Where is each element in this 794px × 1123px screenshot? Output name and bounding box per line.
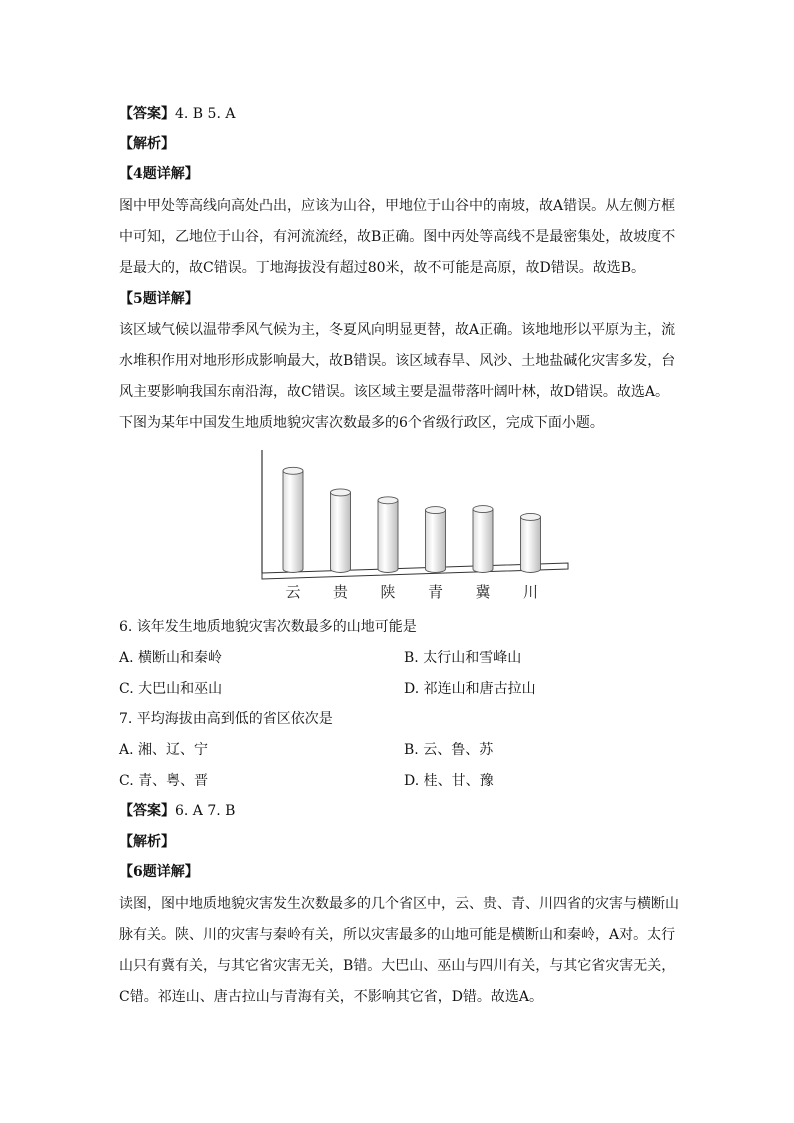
q6-option-d: D. 祁连山和唐古拉山 — [404, 681, 536, 697]
q6-detail-heading: 【6题详解】 — [119, 864, 199, 880]
analysis-heading-1: 【解析】 — [119, 136, 175, 152]
analysis-heading-2: 【解析】 — [119, 834, 175, 850]
bar-陕 — [378, 497, 398, 573]
answer-tag: 【答案】 — [119, 106, 175, 122]
q7-option-a: A. 湘、辽、宁 — [119, 742, 209, 758]
x-tick-label: 陕 — [380, 583, 396, 601]
q5-text-line: 风主要影响我国东南沿海，故C错误。该区域主要是温带落叶阔叶林，故D错误。故选A。 — [119, 384, 670, 400]
q7-option-c: C. 青、粤、晋 — [119, 773, 209, 789]
x-tick-label: 云 — [285, 583, 301, 601]
x-tick-label: 冀 — [475, 583, 491, 601]
q6-text-line: 读图，图中地质地貌灾害发生次数最多的几个省区中，云、贵、青、川四省的灾害与横断山 — [119, 896, 679, 912]
answer-line-2 — [119, 801, 235, 821]
q6-stem: 6. 该年发生地质地貌灾害次数最多的山地可能是 — [119, 619, 417, 635]
q4-text-line: 图中甲处等高线向高处凸出，应该为山谷，甲地位于山谷中的南坡，故A错误。从左侧方框 — [119, 198, 676, 214]
bars-group — [283, 467, 541, 572]
q4-text-line: 中可知，乙地位于山谷，有河流流经，故B正确。图中丙处等高线不是最密集处，故坡度不 — [119, 229, 676, 245]
q5-text-line: 水堆积作用对地形形成影响最大，故B错误。该区域春旱、风沙、土地盐碱化灾害多发，台 — [119, 353, 676, 369]
answer-tag: 【答案】 — [119, 803, 175, 819]
bar-云 — [283, 467, 303, 572]
q5-text-line: 该区域气候以温带季风气候为主，冬夏风向明显更替，故A正确。该地地形以平原为主，流 — [119, 322, 676, 338]
bar-冀 — [473, 506, 493, 573]
q4-text-line: 是最大的，故C错误。丁地海拔没有超过80米，故不可能是高原，故D错误。故选B。 — [119, 260, 646, 276]
chart-intro-text: 下图为某年中国发生地质地貌灾害次数最多的6个省级行政区，完成下面小题。 — [119, 415, 604, 431]
q6-text-line: 山只有冀有关，与其它省灾害无关，B错。大巴山、巫山与四川有关，与其它省灾害无关， — [119, 958, 676, 974]
x-tick-label: 川 — [522, 583, 539, 601]
q6-option-b: B. 太行山和雪峰山 — [404, 650, 522, 666]
chart-svg — [228, 445, 578, 605]
answer-text: 6. A 7. B — [175, 803, 236, 819]
q5-detail-heading: 【5题详解】 — [119, 291, 199, 307]
q6-option-a: A. 横断山和秦岭 — [119, 650, 223, 666]
bar-贵 — [331, 489, 351, 573]
x-tick-label: 青 — [427, 583, 444, 601]
x-ticks-group — [285, 583, 538, 601]
bar-青 — [426, 507, 446, 573]
q6-text-line: 脉有关。陕、川的灾害与秦岭有关，所以灾害最多的山地可能是横断山和秦岭，A对。太行 — [119, 927, 676, 943]
x-tick-label: 贵 — [332, 583, 349, 601]
q4-detail-heading: 【4题详解】 — [119, 166, 199, 182]
q6-text-line: C错。祁连山、唐古拉山与青海有关，不影响其它省，D错。故选A。 — [119, 989, 544, 1005]
q7-option-d: D. 桂、甘、豫 — [404, 773, 494, 789]
q6-option-c: C. 大巴山和巫山 — [119, 681, 223, 697]
disaster-bar-chart — [228, 445, 578, 605]
q7-option-b: B. 云、鲁、苏 — [404, 742, 494, 758]
answer-line-1 — [119, 104, 235, 124]
bar-川 — [521, 513, 541, 572]
q7-stem: 7. 平均海拔由高到低的省区依次是 — [119, 711, 333, 727]
answer-text: 4. B 5. A — [175, 106, 236, 122]
